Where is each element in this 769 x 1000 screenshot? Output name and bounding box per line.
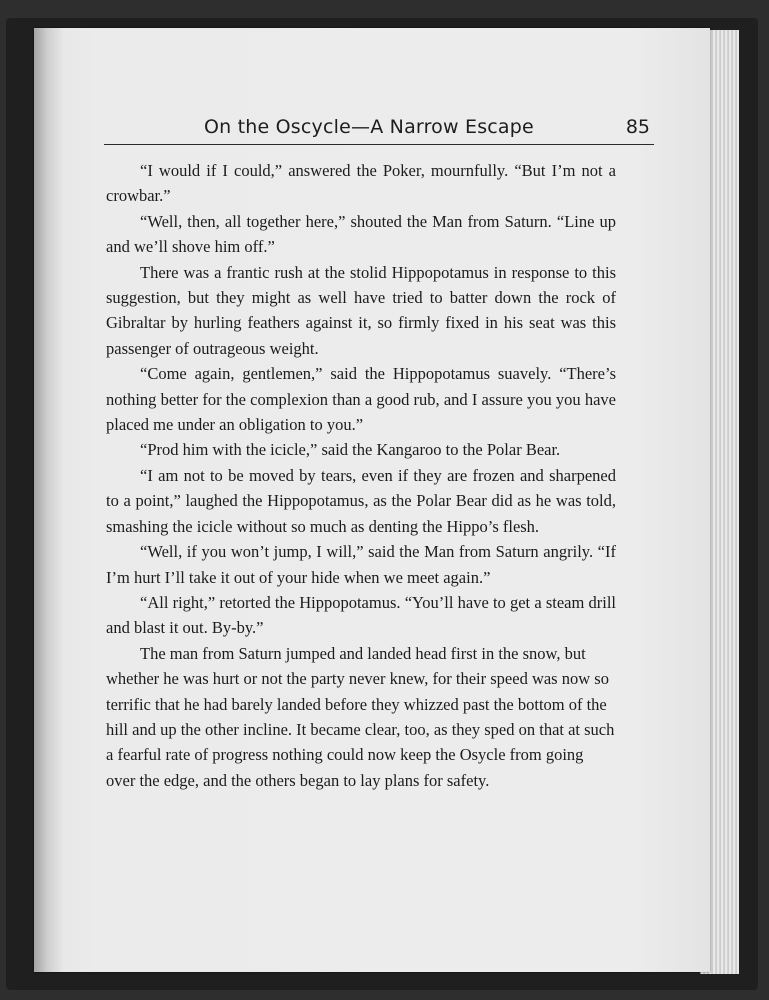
paragraph: “Well, then, all together here,” shouted the Man from Saturn. “Line up and we’ll shove him off.”: [106, 211, 616, 257]
page-header: [104, 116, 654, 145]
book-page: [34, 28, 710, 972]
paragraph: “I would if I could,” answered the Poker, mournfully. “But I’m not a crowbar.”: [106, 161, 616, 206]
page-number: 85: [625, 116, 650, 138]
paragraph: The man from Saturn jumped and landed head first in the snow, but whether he was hurt or not the party never knew, for their speed was now so terrific that he had barely landed before they whizzed past the bottom of the hill and up the other incline. It became clear, too, as they sped on that at such a fearful rate of progress nothing could now keep the Osycle from going over the edge, and the others began to lay plans for safety.: [106, 643, 615, 790]
body-text: [106, 158, 616, 793]
paragraph: “Well, if you won’t jump, I will,” said the Man from Saturn angrily. “If I’m hurt I’ll take it out of your hide when we meet again.”: [106, 542, 616, 587]
page-gutter-shadow: [34, 28, 64, 972]
paragraph: “Prod him with the icicle,” said the Kangaroo to the Polar Bear.: [140, 440, 561, 460]
paragraph: “Come again, gentlemen,” said the Hippopotamus suavely. “There’s nothing better for the complexion than a good rub, and I assure you you have placed me under an obligation to you.”: [106, 364, 616, 435]
paragraph: There was a frantic rush at the stolid Hippopotamus in response to this suggestion, but they might as well have tried to batter down the rock of Gibraltar by hurling feathers against it, so firmly fixed in his seat was this passenger of outrageous weight.: [106, 262, 616, 358]
running-title: On the Oscycle—A Narrow Escape: [204, 116, 534, 138]
paragraph: “I am not to be moved by tears, even if they are frozen and sharpened to a point,” laughed the Hippopotamus, as the Polar Bear did as he was told, smashing the icicle without so much as denting the Hippo’s flesh.: [106, 465, 616, 536]
paragraph: “All right,” retorted the Hippopotamus. “You’ll have to get a steam drill and blast it out. By-by.”: [106, 592, 616, 638]
